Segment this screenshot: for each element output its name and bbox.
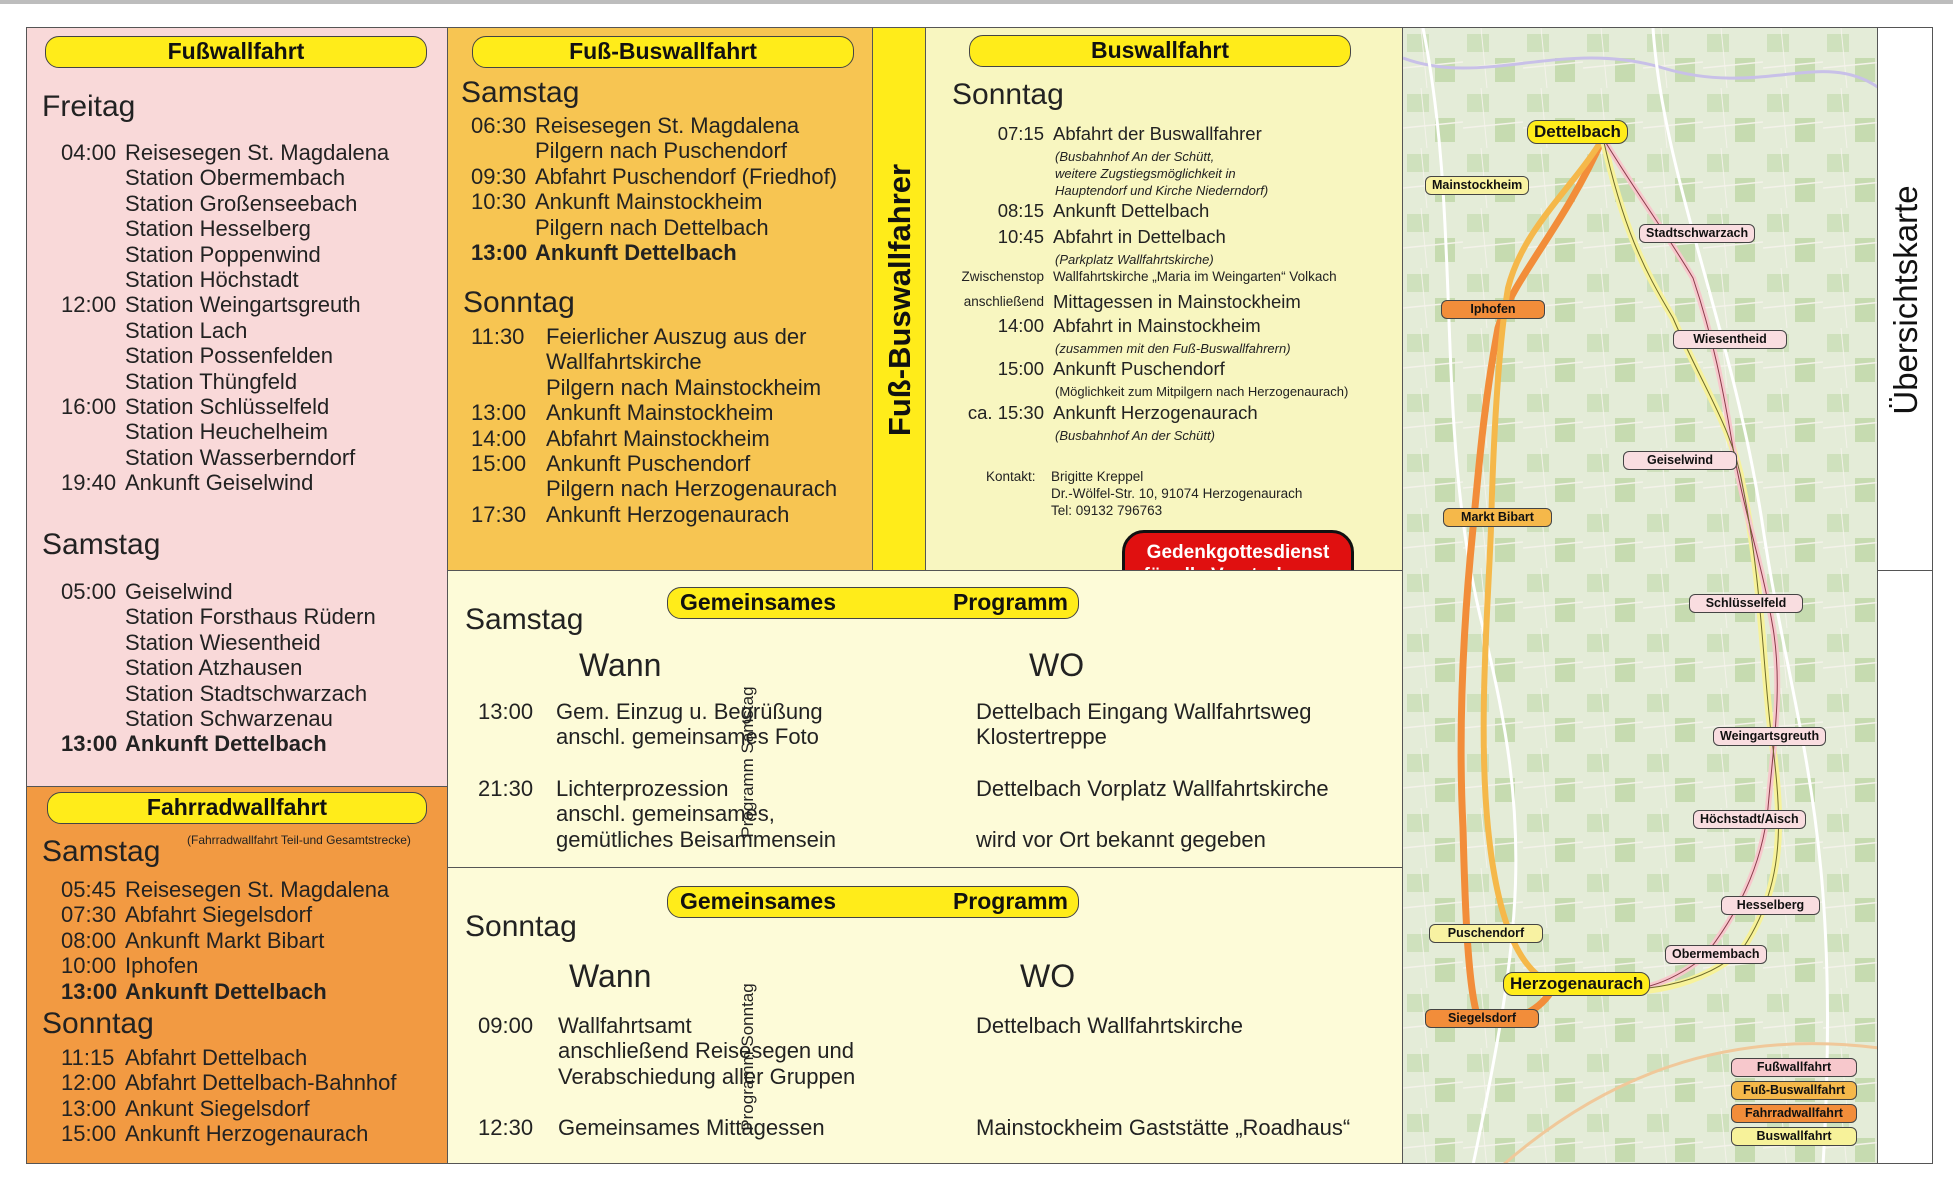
program-what-line: gemütliches Beisammensein [556,826,837,852]
schedule-text: Station Poppenwind [125,241,321,267]
schedule-time: 07:30 [61,902,117,928]
fuss-day2-heading: Samstag [42,528,161,561]
bus-time: 14:00 [997,315,1044,336]
schedule-row [61,1045,397,1070]
schedule-row [61,445,389,470]
bus-text: Abfahrt in Dettelbach [1053,226,1226,247]
schedule-row [471,349,837,374]
bus-time: ca. 15:30 [967,402,1044,423]
bus-time: Zwischenstop [961,269,1044,284]
schedule-text: Iphofen [125,953,199,979]
program-what-line: anschl. gemeinsames, [556,801,775,827]
legend-fusswallfahrt: Fußwallfahrt [1731,1058,1857,1077]
schedule-row [61,292,389,317]
program-saturday-day: Samstag [465,603,584,636]
program-sunday-when-header: Wann [569,958,652,994]
bus-contact-line: Brigitte Kreppel [1051,469,1144,484]
schedule-row [61,630,376,655]
schedule-text: Pilgern nach Puschendorf [535,138,787,164]
program-where-line: Dettelbach Eingang Wallfahrtsweg [976,699,1312,724]
schedule-row [61,928,389,953]
fuss-buswallfahrer-vertical-label: Fuß-Buswallfahrer [882,163,917,437]
fuss-buswallfahrer-band [872,27,926,571]
bus-contact-line: Dr.-Wölfel-Str. 10, 91074 Herzogenaurach [1051,486,1303,501]
schedule-text: Station Thüngfeld [125,368,298,394]
program-time: 09:00 [478,1013,534,1038]
program-sunday-title [667,886,1079,918]
fahrrad-day2-list [61,1045,397,1147]
schedule-row [471,240,837,265]
bus-text: Wallfahrtskirche „Maria im Weingarten“ Volkach [1053,269,1337,284]
map-label-herzogenaurach: Herzogenaurach [1503,972,1650,996]
schedule-row [61,394,389,419]
program-where [976,776,1329,852]
schedule-text: Abfahrt Puschendorf (Friedhof) [535,163,838,189]
bus-time: 15:00 [997,358,1044,379]
schedule-text: Station Heuchelheim [125,419,329,445]
bus-text: Ankunft Herzogenaurach [1053,402,1258,423]
schedule-row [471,215,837,240]
bus-day-heading: Sonntag [952,78,1064,111]
schedule-text: Station Schwarzenau [125,705,333,731]
fuss-day1-heading: Freitag [42,90,136,123]
schedule-text: Ankunft Herzogenaurach [125,1121,369,1147]
schedule-text: Wallfahrtskirche [546,349,702,375]
fahrrad-day1-list [61,877,389,1004]
schedule-row [61,242,389,267]
map-label-obermembach: Obermembach [1665,945,1767,964]
bus-text: Hauptendorf und Kirche Niederndorf) [1055,183,1269,198]
schedule-text: Station Atzhausen [125,655,303,681]
bus-text: Ankunft Dettelbach [1053,200,1210,221]
map-label-puschendorf: Puschendorf [1429,924,1543,943]
program-saturday-vertical-label: Programm Samstag [738,686,757,838]
schedule-row [61,579,376,604]
schedule-text: Reisesegen St. Magdalena [125,877,390,902]
fuss-day1-list [61,140,389,495]
program-saturday-panel [447,570,1403,868]
map-label-geiselwind: Geiselwind [1623,451,1737,470]
bus-contact-lines [1051,468,1302,519]
map-label-dettelbach: Dettelbach [1527,120,1628,144]
schedule-text: Ankunft Dettelbach [125,731,327,757]
map-title-strip [1877,27,1933,571]
bus-text: Abfahrt in Mainstockheim [1053,315,1261,336]
schedule-time: 15:00 [61,1121,117,1147]
schedule-row [61,140,389,165]
schedule-row [61,216,389,241]
program-saturday-title-left: Gemeinsames [680,589,836,615]
bus-text: Ankunft Puschendorf [1053,358,1225,379]
schedule-text: Ankunft Puschendorf [546,450,751,476]
program-time: 12:30 [478,1115,534,1140]
schedule-text: Pilgern nach Mainstockheim [546,374,822,400]
schedule-text: Pilgern nach Dettelbach [535,214,769,240]
legend-fuss-buswallfahrt: Fuß-Buswallfahrt [1731,1081,1857,1100]
map-label-siegelsdorf: Siegelsdorf [1425,1009,1539,1028]
program-what-line: Verabschiedung aller Gruppen [558,1063,856,1089]
schedule-time: 13:00 [61,978,118,1004]
map-label-hoechstadt: Höchstadt/Aisch [1693,810,1806,829]
program-where [976,1115,1350,1140]
program-what-line: anschließend Reisesegen und [558,1038,854,1064]
bus-text: (Busbahnhof An der Schütt, [1055,149,1215,164]
fahrrad-note: (Fahrradwallfahrt Teil-und Gesamtstrecke) [187,833,411,847]
schedule-row [61,604,376,629]
buswallfahrt-title: Buswallfahrt [969,35,1351,67]
schedule-time: 16:00 [61,393,117,419]
bus-text: weitere Zugstiegsmöglichkeit in [1055,166,1236,181]
schedule-text: Ankunft Mainstockheim [546,400,774,426]
schedule-row [61,1121,397,1146]
fahrrad-day1-heading: Samstag [42,835,161,868]
program-time: 13:00 [478,699,534,724]
program-where-line: Dettelbach Vorplatz Wallfahrtskirche [976,776,1329,801]
fahrrad-day2-heading: Sonntag [42,1007,154,1040]
program-saturday-where-header: WO [1029,647,1085,683]
schedule-text: Ankunft Dettelbach [535,239,737,265]
schedule-text: Station Wiesentheid [125,629,321,655]
schedule-time: 13:00 [61,1095,117,1121]
schedule-text: Abfahrt Dettelbach-Bahnhof [125,1070,397,1096]
bus-text: (Parkplatz Wallfahrtskirche) [1055,252,1214,267]
fuss-day2-list [61,579,376,757]
schedule-time: 13:00 [471,239,528,265]
map-label-markt-bibart: Markt Bibart [1443,508,1552,527]
schedule-time: 12:00 [61,1070,117,1096]
program-where-line: Mainstockheim Gaststätte „Roadhaus“ [976,1115,1351,1140]
map-legend [1731,1058,1857,1146]
schedule-row [471,451,837,476]
map-label-wiesentheid: Wiesentheid [1673,330,1787,349]
schedule-row [61,369,389,394]
schedule-time: 15:00 [471,450,527,476]
schedule-text: Station Stadtschwarzach [125,680,368,706]
schedule-row [471,502,837,527]
bus-text: (Möglichkeit zum Mitpilgern nach Herzogenaurach) [1055,384,1349,399]
schedule-row [61,953,389,978]
schedule-text: Station Höchstadt [125,266,299,292]
program-sunday-where-header: WO [1020,958,1076,994]
map-title-vertical: Übersichtskarte [1887,185,1924,415]
fussbus-day2-list [471,324,837,527]
schedule-time: 13:00 [61,731,118,757]
program-time: 21:30 [478,776,534,801]
schedule-row [61,470,389,495]
schedule-time: 13:00 [471,400,527,426]
schedule-text: Abfahrt Mainstockheim [546,425,770,451]
program-where-line: Dettelbach Wallfahrtskirche [976,1013,1243,1038]
map-label-iphofen: Iphofen [1441,300,1545,319]
map-label-mainstockheim: Mainstockheim [1425,176,1529,195]
program-where [976,699,1311,750]
schedule-time: 17:30 [471,501,527,527]
program-what [558,1115,825,1140]
program-saturday-title [667,587,1079,619]
schedule-row [471,426,837,451]
map-label-weingartsgreuth: Weingartsgreuth [1713,727,1826,746]
schedule-row [61,877,389,902]
schedule-text: Geiselwind [125,579,233,604]
schedule-time: 19:40 [61,470,117,496]
schedule-text: Station Weingartsgreuth [125,292,361,318]
schedule-text: Ankunft Geiselwind [125,470,314,496]
bus-contact-line: Tel: 09132 796763 [1051,503,1163,518]
schedule-text: Station Wasserberndorf [125,444,356,470]
schedule-time: 10:00 [61,953,117,979]
program-sunday-panel [447,867,1403,1164]
schedule-text: Ankunft Herzogenaurach [546,501,790,527]
program-what-line: Gem. Einzug u. Begrüßung [556,699,823,724]
schedule-text: Reisesegen St. Magdalena [535,113,800,138]
fahrradwallfahrt-title: Fahrradwallfahrt [47,792,427,824]
bus-text: (Busbahnhof An der Schütt) [1055,428,1215,443]
schedule-text: Ankunft Markt Bibart [125,927,325,953]
program-where-line: Klostertreppe [976,724,1107,750]
schedule-row [61,681,376,706]
program-where-line: wird vor Ort bekannt gegeben [976,826,1266,852]
program-saturday-title-right: Programm [952,589,1068,615]
schedule-text: Station Großenseebach [125,190,358,216]
schedule-row [471,400,837,425]
schedule-row [61,902,389,927]
bus-contact-label: Kontakt: [986,469,1036,484]
schedule-row [61,706,376,731]
schedule-row [61,1096,397,1121]
program-sunday-title-left: Gemeinsames [680,888,836,914]
map-label-hesselberg: Hesselberg [1721,896,1820,915]
fussbus-day2-heading: Sonntag [463,286,575,319]
schedule-text: Station Obermembach [125,165,346,191]
program-sunday-day: Sonntag [465,910,577,943]
schedule-text: Ankunft Dettelbach [125,978,327,1004]
schedule-time: 12:00 [61,292,117,318]
schedule-row [471,375,837,400]
bus-time: anschließend [963,294,1044,309]
schedule-text: Station Hesselberg [125,216,311,242]
schedule-row [61,419,389,444]
bus-time: 08:15 [997,200,1044,221]
schedule-time: 06:30 [471,113,527,138]
schedule-row [471,476,837,501]
schedule-time: 11:15 [61,1045,115,1070]
overview-map[interactable] [1402,27,1878,1164]
schedule-text: Pilgern nach Herzogenaurach [546,476,838,502]
program-what [556,699,823,750]
schedule-row [471,189,837,214]
fussbus-day1-list [471,113,837,265]
program-what-line: Lichterprozession [556,776,729,801]
schedule-time: 04:00 [61,140,117,165]
legend-fahrradwallfahrt: Fahrradwallfahrt [1731,1104,1857,1123]
program-where [976,1013,1243,1038]
schedule-row [61,979,389,1004]
fahrradwallfahrt-panel [26,786,448,1164]
schedule-time: 10:30 [471,189,527,215]
bus-text: Mittagessen in Mainstockheim [1053,291,1301,312]
schedule-text: Abfahrt Dettelbach [125,1045,308,1070]
program-what-line: Wallfahrtsamt [558,1013,692,1038]
schedule-row [471,164,837,189]
schedule-row [61,1070,397,1095]
schedule-row [471,138,837,163]
schedule-time: 11:30 [471,324,525,349]
top-border [0,0,1953,4]
program-what [558,1013,855,1089]
schedule-text: Station Lach [125,317,248,343]
program-where-line [976,801,1329,826]
program-what [556,776,836,852]
fuss-buswallfahrt-title: Fuß-Buswallfahrt [472,36,854,68]
schedule-text: Station Forsthaus Rüdern [125,604,376,630]
program-what-line: anschl. gemeinsames Foto [556,724,819,750]
program-sunday-vertical-label: Programm Sonntag [738,983,757,1131]
schedule-time: 09:30 [471,163,527,189]
schedule-row [471,324,837,349]
schedule-time: 08:00 [61,927,117,953]
fusswallfahrt-panel [26,27,448,787]
map-label-schluesselfeld: Schlüsselfeld [1689,594,1803,613]
schedule-text: Station Possenfelden [125,343,333,369]
memorial-line: Gedenkgottesdienst [1146,542,1330,563]
buswallfahrt-panel [925,27,1403,571]
schedule-text: Reisesegen St. Magdalena [125,140,390,165]
program-saturday-when-header: Wann [579,647,662,683]
schedule-time: 14:00 [471,425,527,451]
schedule-text: Abfahrt Siegelsdorf [125,902,313,928]
bus-text: (zusammen mit den Fuß-Buswallfahrern) [1055,341,1291,356]
legend-buswallfahrt: Buswallfahrt [1731,1127,1857,1146]
schedule-text: Station Schlüsselfeld [125,393,330,419]
fussbus-day1-heading: Samstag [461,76,580,109]
fuss-buswallfahrt-panel [447,27,873,571]
schedule-row [61,267,389,292]
schedule-time: 05:45 [61,877,117,902]
schedule-text: Feierlicher Auszug aus der [546,324,807,349]
schedule-time: 05:00 [61,579,117,604]
fusswallfahrt-title: Fußwallfahrt [45,36,427,68]
program-sunday-title-right: Programm [952,888,1068,914]
map-side-strip-lower [1877,570,1933,1164]
schedule-row [61,343,389,368]
schedule-row [471,113,837,138]
schedule-text: Ankunft Mainstockheim [535,189,763,215]
schedule-row [61,165,389,190]
schedule-row [61,731,376,756]
program-what-line: Gemeinsames Mittagessen [558,1115,825,1140]
bus-text: Abfahrt der Buswallfahrer [1053,123,1262,144]
schedule-row [61,655,376,680]
schedule-text: Ankunt Siegelsdorf [125,1095,310,1121]
bus-time: 10:45 [997,226,1044,247]
map-label-stadtschwarzach: Stadtschwarzach [1639,224,1755,243]
bus-time: 07:15 [997,123,1044,144]
schedule-row [61,191,389,216]
schedule-row [61,318,389,343]
